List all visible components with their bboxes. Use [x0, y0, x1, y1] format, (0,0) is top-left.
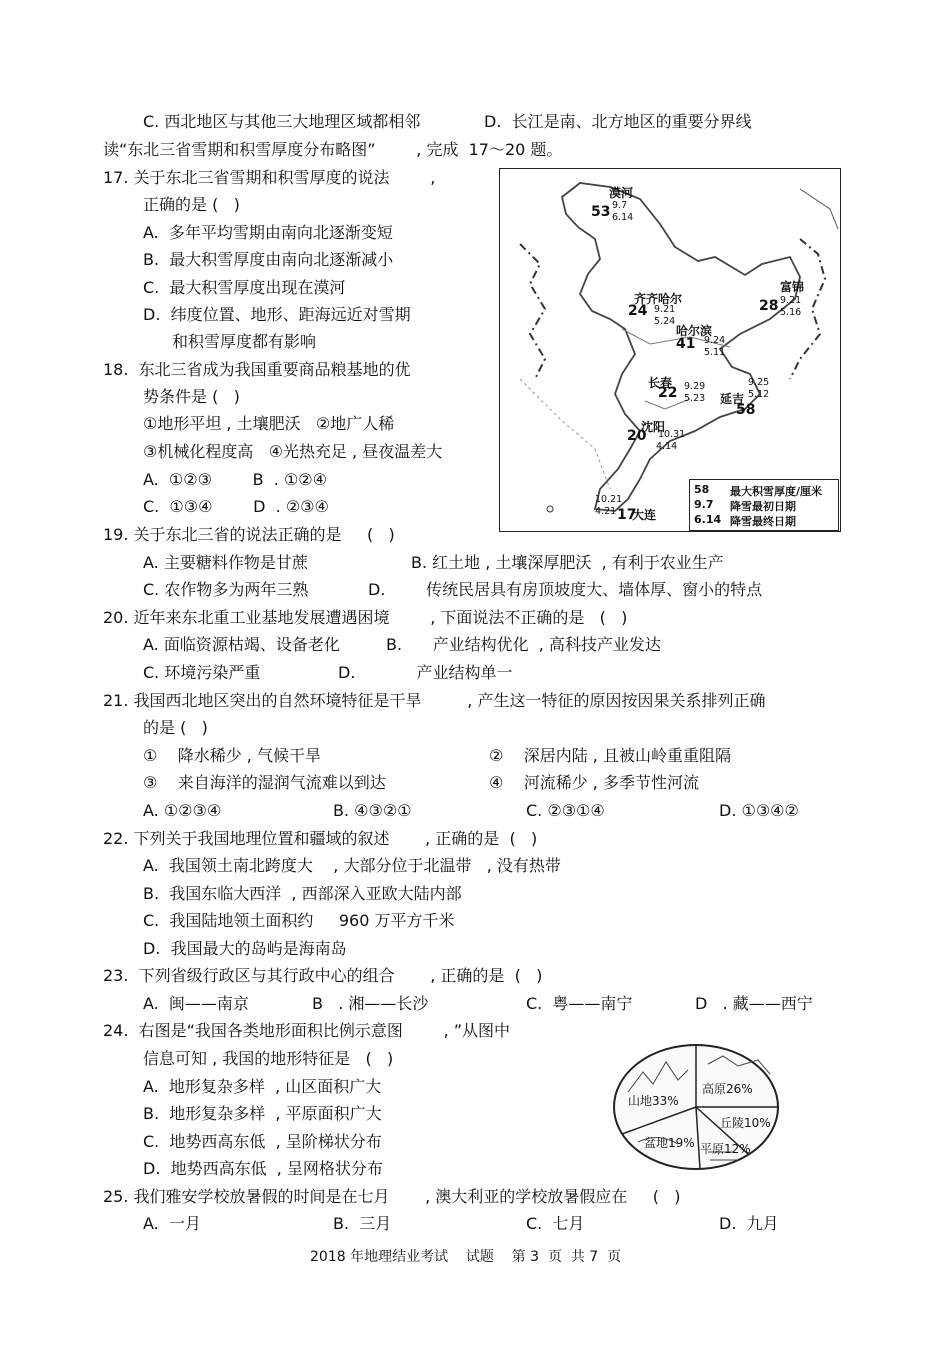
date-mohe-first: 9.7 [612, 200, 628, 211]
option-25b: B. 三月 [333, 1214, 392, 1233]
city-shenyang: 沈阳 [641, 420, 666, 434]
pie-label-plain: 平原12% [700, 1142, 751, 1156]
question-22: 22. 下列关于我国地理位置和疆域的叙述 , 正确的是 ( ) [103, 829, 538, 848]
date-qiqihar-last: 5.24 [654, 316, 676, 327]
option-24d: D. 地势西高东低 , 呈网格状分布 [143, 1159, 383, 1178]
city-qiqihar: 齐齐哈尔 [634, 292, 683, 306]
option-17d-cont: 和积雪厚度都有影响 [172, 332, 317, 351]
map-legend [689, 479, 839, 531]
snow-map [499, 168, 841, 532]
option-17d: D. 纬度位置、地形、距海远近对雪期 [143, 305, 411, 324]
item-21-1: ① 降水稀少 , 气候干旱 [143, 746, 321, 765]
item-18-12: ①地形平坦 , 土壤肥沃 ②地广人稀 [143, 414, 395, 433]
instruction-17-20: 读“东北三省雪期和积雪厚度分布略图” , 完成 17～20 题。 [103, 140, 563, 159]
date-shenyang-first: 10.31 [658, 429, 686, 440]
option-18cd: C. ①③④ D . ②③④ [143, 497, 329, 516]
option-20d: D. 产业结构单一 [338, 663, 513, 682]
pie-label-hill: 丘陵10% [720, 1116, 771, 1130]
date-yanji-last: 5.12 [748, 389, 770, 400]
depth-dalian: 17 [617, 507, 637, 523]
date-fujin-last: 5.16 [780, 307, 802, 318]
option-19c: C. 农作物多为两年三熟 [143, 580, 309, 599]
city-fujin: 富锦 [780, 280, 805, 294]
option-21d: D. ①③④② [719, 801, 799, 820]
option-23b: B . 湘——长沙 [312, 994, 429, 1013]
city-harbin: 哈尔滨 [676, 324, 713, 338]
question-23: 23. 下列省级行政区与其行政中心的组合 , 正确的是 ( ) [103, 966, 543, 985]
option-24a: A. 地形复杂多样 , 山区面积广大 [143, 1077, 382, 1096]
option-25c: C. 七月 [526, 1214, 585, 1233]
date-harbin-last: 5.11 [704, 347, 726, 358]
question-21-cont: 的是 ( ) [143, 718, 208, 737]
depth-shenyang: 20 [627, 428, 647, 444]
depth-mohe: 53 [591, 204, 611, 220]
date-mohe-last: 6.14 [612, 212, 634, 223]
depth-qiqihar: 24 [628, 303, 648, 319]
option-20b: B. 产业结构优化 , 高科技产业发达 [386, 635, 661, 654]
question-18-cont: 势条件是 ( ) [143, 387, 240, 406]
option-25d: D. 九月 [719, 1214, 779, 1233]
map-outline [500, 169, 840, 531]
legend-first-label: 降雪最初日期 [730, 500, 796, 513]
option-16d: D. 长江是南、北方地区的重要分界线 [484, 112, 752, 131]
item-21-4: ④ 河流稀少 , 多季节性河流 [489, 773, 699, 792]
question-25: 25. 我们雅安学校放暑假的时间是在七月 , 澳大利亚的学校放暑假应在 ( ) [103, 1187, 681, 1206]
date-qiqihar-first: 9.21 [654, 304, 676, 315]
question-24: 24. 右图是“我国各类地形面积比例示意图 , ”从图中 [103, 1021, 511, 1040]
legend-depth-label: 最大积雪厚度/厘米 [730, 485, 823, 498]
option-19b: B. 红土地 , 土壤深厚肥沃 , 有利于农业生产 [411, 553, 724, 572]
date-dalian-last: 4.21 [595, 506, 617, 517]
option-22b: B. 我国东临大西洋 , 西部深入亚欧大陆内部 [143, 884, 462, 903]
item-21-3: ③ 来自海洋的湿润气流难以到达 [143, 773, 386, 792]
depth-changchun: 22 [658, 385, 678, 401]
depth-harbin: 41 [676, 336, 696, 352]
date-harbin-first: 9.24 [704, 335, 726, 346]
legend-first-sample: 9.7 [694, 498, 714, 511]
date-fujin-first: 9.21 [780, 295, 802, 306]
question-19: 19. 关于东北三省的说法正确的是 ( ) [103, 525, 395, 544]
option-18ab: A. ①②③ B . ①②④ [143, 470, 327, 489]
option-16c: C. 西北地区与其他三大地理区域都相邻 [143, 112, 421, 131]
option-22d: D. 我国最大的岛屿是海南岛 [143, 939, 347, 958]
question-17: 17. 关于东北三省雪期和积雪厚度的说法 , [103, 168, 436, 187]
option-21a: A. ①②③④ [143, 801, 222, 820]
city-mohe: 漠河 [609, 186, 634, 200]
page-footer: 2018 年地理结业考试 试题 第 3 页 共 7 页 [310, 1249, 622, 1265]
option-22c: C. 我国陆地领土面积约 960 万平方千米 [143, 911, 455, 930]
option-17a: A. 多年平均雪期由南向北逐渐变短 [143, 223, 393, 242]
option-24c: C. 地势西高东低 , 呈阶梯状分布 [143, 1132, 382, 1151]
question-17-cont: 正确的是 ( ) [143, 195, 240, 214]
option-25a: A. 一月 [143, 1214, 201, 1233]
question-18: 18. 东北三省成为我国重要商品粮基地的优 [103, 360, 411, 379]
legend-last-sample: 6.14 [694, 513, 722, 526]
city-dalian: 大连 [632, 508, 657, 522]
city-changchun: 长春 [648, 376, 673, 390]
pie-label-plateau: 高原26% [702, 1082, 753, 1096]
option-23c: C. 粤——南宁 [526, 994, 633, 1013]
terrain-pie [608, 1042, 788, 1172]
option-19d: D. 传统民居具有房顶坡度大、墙体厚、窗小的特点 [368, 580, 763, 599]
question-20: 20. 近年来东北重工业基地发展遭遇困境 , 下面说法不正确的是 ( ) [103, 608, 628, 627]
question-21: 21. 我国西北地区突出的自然环境特征是干旱 , 产生这一特征的原因按因果关系排列正确 [103, 691, 766, 710]
option-22a: A. 我国领土南北跨度大 , 大部分位于北温带 , 没有热带 [143, 856, 561, 875]
option-20c: C. 环境污染严重 [143, 663, 261, 682]
option-20a: A. 面临资源枯竭、设备老化 [143, 635, 340, 654]
option-19a: A. 主要糖料作物是甘蔗 [143, 553, 308, 572]
option-17b: B. 最大积雪厚度由南向北逐渐减小 [143, 250, 394, 269]
date-changchun-first: 9.29 [684, 381, 706, 392]
option-23a: A. 闽——南京 [143, 994, 249, 1013]
option-21b: B. ④③②① [333, 801, 412, 820]
item-18-34: ③机械化程度高 ④光热充足 , 昼夜温差大 [143, 442, 443, 461]
date-changchun-last: 5.23 [684, 393, 706, 404]
pie-label-mountain: 山地33% [628, 1094, 679, 1108]
legend-last-label: 降雪最终日期 [730, 515, 796, 528]
option-21c: C. ②③①④ [526, 801, 605, 820]
date-shenyang-last: 4.14 [656, 441, 678, 452]
question-24-cont: 信息可知 , 我国的地形特征是 ( ) [143, 1049, 394, 1068]
date-yanji-first: 9.25 [748, 377, 770, 388]
pie-label-basin: 盆地19% [644, 1136, 695, 1150]
date-dalian-first: 10.21 [595, 494, 623, 505]
option-23d: D . 藏——西宁 [695, 994, 813, 1013]
legend-depth-sample: 58 [694, 483, 710, 496]
option-24b: B. 地形复杂多样 , 平原面积广大 [143, 1104, 382, 1123]
option-17c: C. 最大积雪厚度出现在漠河 [143, 278, 346, 297]
depth-yanji: 58 [736, 402, 756, 418]
item-21-2: ② 深居内陆 , 且被山岭重重阻隔 [489, 746, 731, 765]
city-yanji: 延吉 [720, 392, 745, 406]
depth-fujin: 28 [759, 298, 779, 314]
